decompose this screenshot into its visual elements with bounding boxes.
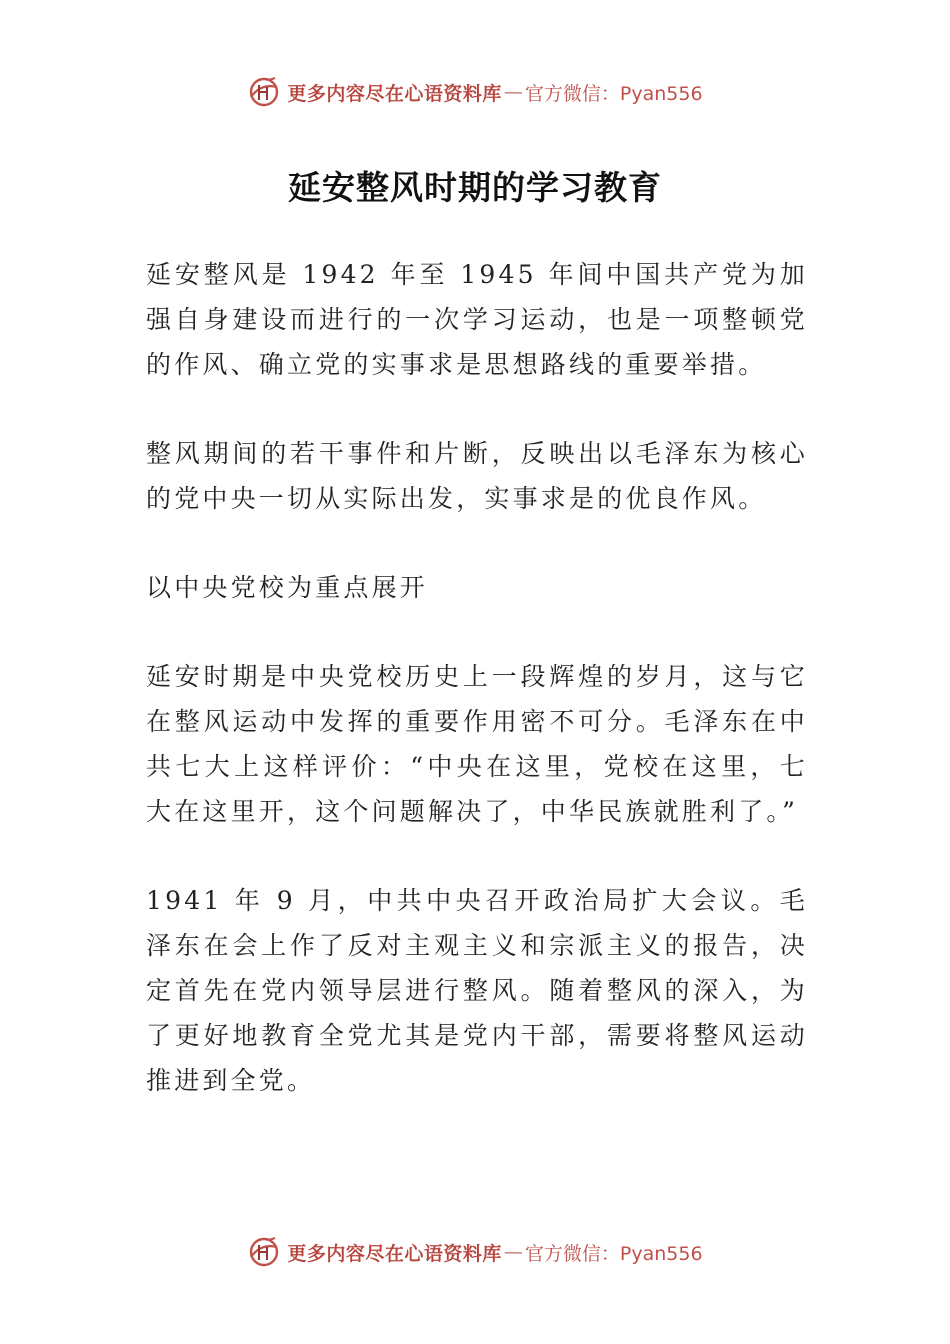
paragraph: 延安整风是 1942 年至 1945 年间中国共产党为加强自身建设而进行的一次学习运动，也是一项整顿党的作风、确立党的实事求是思想路线的重要举措。 [146,260,808,379]
banner-site-text: 更多内容尽在心语资料库 [287,1242,502,1265]
logo-icon [247,75,281,109]
header-banner [0,72,950,112]
article-body [146,252,808,1147]
banner-separator: — [503,81,523,103]
paragraph: 1941 年 9 月，中共中央召开政治局扩大会议。毛泽东在会上作了反对主观主义和宗派主义的报告，决定首先在党内领导层进行整风。随着整风的深入，为了更好地教育全党尤其是党内干部，需要将整风运动推进到全党。 [146,886,808,1095]
banner-wechat-text: 官方微信：Pyan556 [524,1242,703,1265]
banner-wechat-text: 官方微信：Pyan556 [524,82,703,105]
footer-banner [0,1232,950,1272]
banner-site-text: 更多内容尽在心语资料库 [287,82,502,105]
paragraph: 整风期间的若干事件和片断，反映出以毛泽东为核心的党中央一切从实际出发，实事求是的优良作风。 [146,439,808,513]
section-heading: 以中央党校为重点展开 [146,573,429,602]
banner-separator: — [503,1241,523,1263]
paragraph: 延安时期是中央党校历史上一段辉煌的岁月，这与它在整风运动中发挥的重要作用密不可分。毛泽东在中共七大上这样评价：“中央在这里，党校在这里，七大在这里开，这个问题解决了，中华民族就胜利了。” [146,662,808,826]
page-title: 延安整风时期的学习教育 [288,168,662,207]
logo-icon [247,1235,281,1269]
